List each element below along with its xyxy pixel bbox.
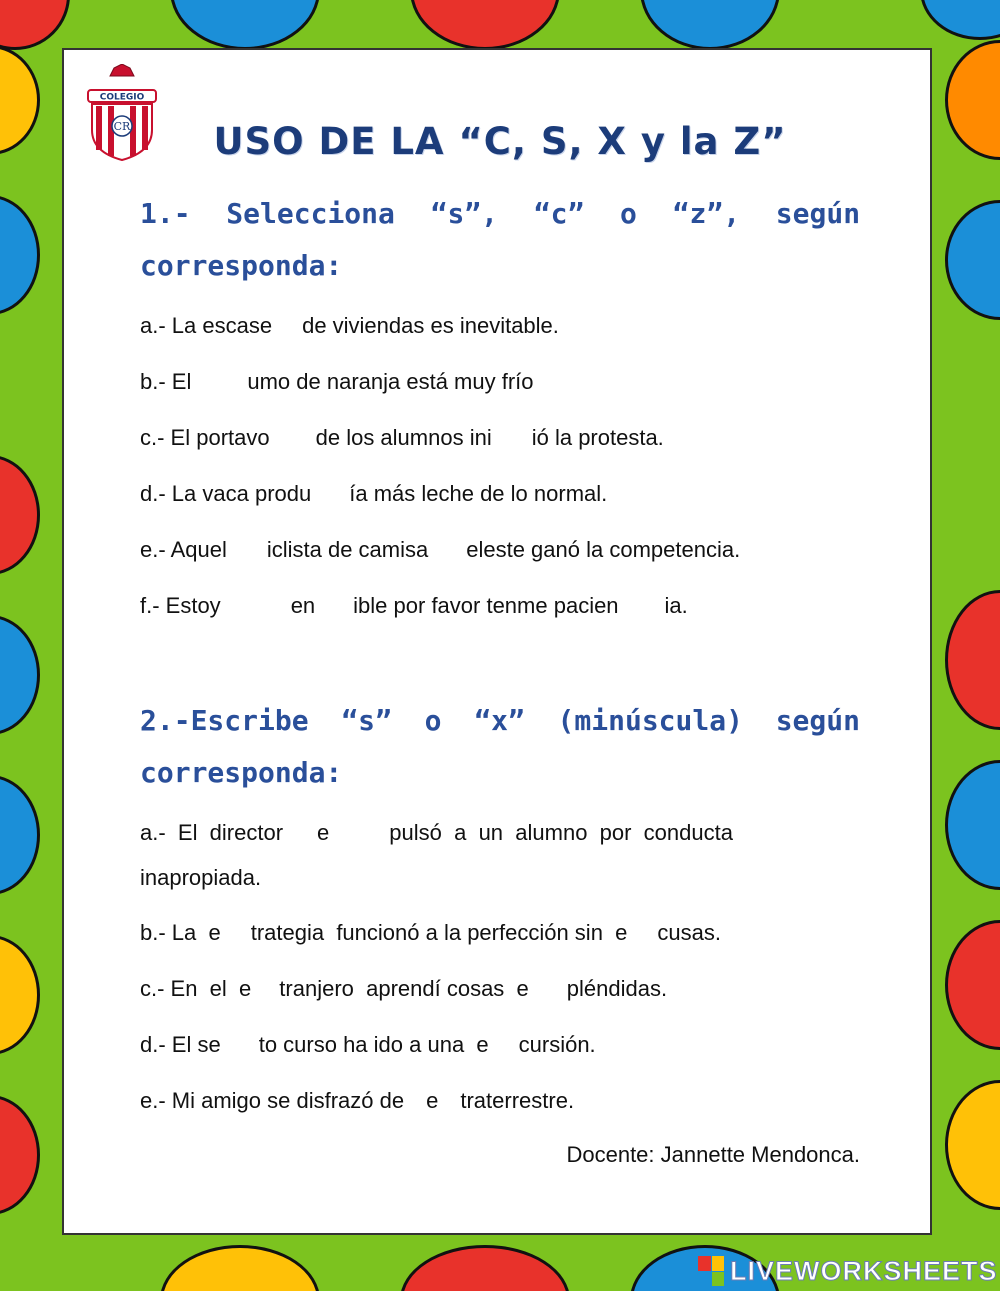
logo-top-text: COLEGIO xyxy=(99,92,145,103)
text-part: pulsó a un alumno por conducta xyxy=(389,820,733,845)
s1-item-f xyxy=(140,593,688,619)
heading-word: según xyxy=(775,704,860,737)
frame-dot xyxy=(0,935,40,1055)
s2-item-a-line2: inapropiada. xyxy=(140,865,262,890)
teacher-signature: Docente: Jannette Mendonca. xyxy=(566,1142,860,1167)
frame-dot xyxy=(945,1080,1000,1210)
heading-word: 2.-Escribe xyxy=(140,704,309,737)
text-part: e xyxy=(317,820,330,845)
frame-dot xyxy=(0,1095,40,1215)
text-part: c.- El portavo xyxy=(140,425,270,450)
text-part: trategia funcionó a la perfección sin e xyxy=(250,920,628,945)
frame-dot xyxy=(0,0,70,50)
heading-word: “z”, xyxy=(672,197,741,230)
school-crest-logo xyxy=(82,64,162,164)
text-part: ió la protesta. xyxy=(531,425,664,450)
s2-item-e xyxy=(140,1088,574,1114)
section1-heading-line2: corresponda: xyxy=(140,249,343,282)
section2-heading-line1 xyxy=(140,695,860,747)
frame-dot xyxy=(160,1245,320,1291)
s1-item-c xyxy=(140,425,664,451)
text-part: to curso ha ido a una e xyxy=(258,1032,489,1057)
text-part: e xyxy=(426,1088,439,1113)
text-part: en xyxy=(290,593,316,618)
frame-dot xyxy=(945,920,1000,1050)
logo-monogram: CR xyxy=(113,120,131,133)
text-part: ible por favor tenme pacien xyxy=(353,593,619,618)
text-part: iclista de camisa xyxy=(266,537,429,562)
heading-word: “x” xyxy=(474,704,525,737)
text-part: b.- La e xyxy=(140,920,221,945)
text-part: c.- En el e xyxy=(140,976,252,1001)
heading-word: “s” xyxy=(341,704,392,737)
heading-word: (minúscula) xyxy=(557,704,743,737)
s2-item-d xyxy=(140,1032,596,1058)
frame-dot xyxy=(945,40,1000,160)
text-part: e.- Aquel xyxy=(140,537,227,562)
frame-dot xyxy=(920,0,1000,40)
s1-item-b xyxy=(140,369,534,395)
text-part: ia. xyxy=(664,593,688,618)
section2-heading-line2: corresponda: xyxy=(140,756,343,789)
frame-dot xyxy=(0,195,40,315)
frame-dot xyxy=(945,590,1000,730)
text-part: de los alumnos ini xyxy=(315,425,492,450)
text-part: b.- El xyxy=(140,369,192,394)
text-part: d.- El se xyxy=(140,1032,221,1057)
text-part: a.- El director xyxy=(140,820,284,845)
section1-heading-line1 xyxy=(140,188,860,240)
frame-dot xyxy=(0,45,40,155)
text-part: a.- La escase xyxy=(140,313,273,338)
s1-item-d xyxy=(140,481,607,507)
s1-item-a xyxy=(140,313,559,339)
frame-dot xyxy=(945,200,1000,320)
text-part: traterrestre. xyxy=(460,1088,575,1113)
frame-dot xyxy=(945,760,1000,890)
s2-item-b xyxy=(140,920,721,946)
frame-dot xyxy=(640,0,780,50)
heading-word: “s”, xyxy=(430,197,499,230)
liveworksheets-watermark xyxy=(698,1254,998,1288)
frame-dot xyxy=(0,615,40,735)
text-part: de viviendas es inevitable. xyxy=(302,313,559,338)
text-part: eleste ganó la competencia. xyxy=(466,537,741,562)
heading-word: según xyxy=(775,197,861,230)
frame-dot xyxy=(170,0,320,50)
heading-word: Selecciona xyxy=(226,197,395,230)
text-part: e.- Mi amigo se disfrazó de xyxy=(140,1088,405,1113)
text-part: pléndidas. xyxy=(566,976,668,1001)
frame-dot xyxy=(410,0,560,50)
heading-word: o xyxy=(424,704,442,737)
s2-item-c xyxy=(140,976,667,1002)
heading-word: o xyxy=(620,197,637,230)
page-title: USO DE LA “C, S, X y la Z” xyxy=(213,120,787,163)
heading-word: “c” xyxy=(533,197,585,230)
frame-dot xyxy=(0,775,40,895)
liveworksheets-logo-icon xyxy=(698,1256,724,1286)
text-part: umo de naranja está muy frío xyxy=(247,369,534,394)
text-part: d.- La vaca produ xyxy=(140,481,312,506)
text-part: cusas. xyxy=(657,920,721,945)
heading-word: 1.- xyxy=(140,197,191,230)
text-part: cursión. xyxy=(518,1032,596,1057)
text-part: ía más leche de lo normal. xyxy=(349,481,608,506)
s2-item-a xyxy=(140,820,733,846)
s1-item-e xyxy=(140,537,740,563)
text-part: tranjero aprendí cosas e xyxy=(279,976,529,1001)
watermark-text: LIVEWORKSHEETS xyxy=(730,1255,998,1286)
frame-dot xyxy=(400,1245,570,1291)
text-part: f.- Estoy xyxy=(140,593,221,618)
frame-dot xyxy=(0,455,40,575)
